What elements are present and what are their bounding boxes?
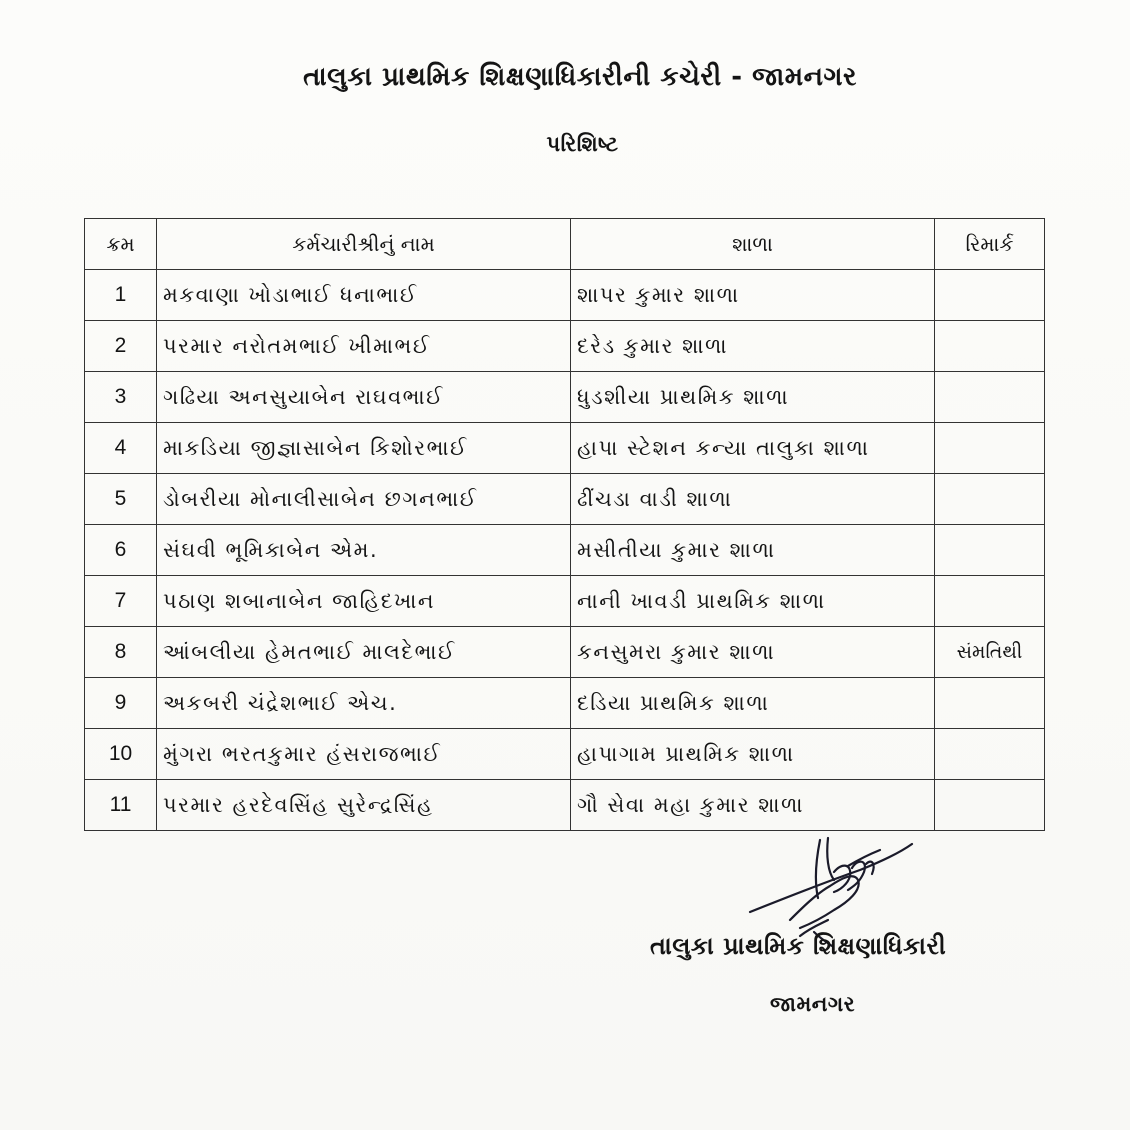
remark-cell: [935, 576, 1045, 627]
table-header-row: [85, 219, 1045, 270]
signatory-place: જામનગર: [770, 992, 856, 1016]
remark-cell: [935, 372, 1045, 423]
serial-cell: 3: [85, 372, 157, 423]
table-row: [85, 270, 1045, 321]
employee-name-cell: ડોબરીયા મોનાલીસાબેન છગનભાઈ: [157, 474, 571, 525]
school-cell: નાની ખાવડી પ્રાથમિક શાળા: [571, 576, 935, 627]
remark-cell: [935, 780, 1045, 831]
office-title: તાલુકા પ્રાથમિક શિક્ષણાધિકારીની કચેરી - જામનગર: [303, 62, 857, 92]
remark-cell: સંમતિથી: [935, 627, 1045, 678]
staff-transfer-table: [84, 218, 1045, 831]
column-header-serial: ક્રમ: [85, 219, 157, 270]
serial-cell: 9: [85, 678, 157, 729]
remark-cell: [935, 474, 1045, 525]
school-cell: ઢીંચડા વાડી શાળા: [571, 474, 935, 525]
employee-name-cell: મકવાણા ખોડાભાઈ ધનાભાઈ: [157, 270, 571, 321]
school-cell: હાપા સ્ટેશન કન્યા તાલુકા શાળા: [571, 423, 935, 474]
remark-cell: [935, 270, 1045, 321]
employee-name-cell: સંઘવી ભૂમિકાબેન એમ.: [157, 525, 571, 576]
column-header-employee-name: કર્મચારીશ્રીનું નામ: [157, 219, 571, 270]
serial-cell: 11: [85, 780, 157, 831]
employee-name-cell: પરમાર નરોતમભાઈ ખીમાભઈ: [157, 321, 571, 372]
serial-cell: 8: [85, 627, 157, 678]
employee-name-cell: માકડિયા જીજ્ઞાસાબેન કિશોરભાઈ: [157, 423, 571, 474]
employee-name-cell: આંબલીયા હેમતભાઈ માલદેભાઈ: [157, 627, 571, 678]
school-cell: ધુડશીયા પ્રાથમિક શાળા: [571, 372, 935, 423]
table-row: [85, 321, 1045, 372]
serial-cell: 2: [85, 321, 157, 372]
column-header-remark: રિમાર્ક: [935, 219, 1045, 270]
school-cell: શાપર કુમાર શાળા: [571, 270, 935, 321]
employee-name-cell: પરમાર હરદેવસિંહ સુરેન્દ્રસિંહ: [157, 780, 571, 831]
employee-name-cell: પઠાણ શબાનાબેન જાહિદખાન: [157, 576, 571, 627]
table-row: [85, 576, 1045, 627]
appendix-title: પરિશિષ્ટ: [546, 132, 619, 156]
remark-cell: [935, 525, 1045, 576]
table-row: [85, 372, 1045, 423]
table-row: [85, 525, 1045, 576]
employee-name-cell: મુંગરા ભરતકુમાર હંસરાજભાઈ: [157, 729, 571, 780]
table-row: [85, 474, 1045, 525]
table-body: [85, 270, 1045, 831]
remark-cell: [935, 321, 1045, 372]
table-row: [85, 729, 1045, 780]
remark-cell: [935, 678, 1045, 729]
school-cell: દડિયા પ્રાથમિક શાળા: [571, 678, 935, 729]
column-header-school: શાળા: [571, 219, 935, 270]
remark-cell: [935, 729, 1045, 780]
school-cell: હાપાગામ પ્રાથમિક શાળા: [571, 729, 935, 780]
serial-cell: 4: [85, 423, 157, 474]
serial-cell: 6: [85, 525, 157, 576]
remark-cell: [935, 423, 1045, 474]
school-cell: દરેડ કુમાર શાળા: [571, 321, 935, 372]
table-row: [85, 627, 1045, 678]
table-row: [85, 423, 1045, 474]
serial-cell: 7: [85, 576, 157, 627]
school-cell: કનસુમરા કુમાર શાળા: [571, 627, 935, 678]
school-cell: ગૌ સેવા મહા કુમાર શાળા: [571, 780, 935, 831]
serial-cell: 10: [85, 729, 157, 780]
employee-name-cell: ગઢિયા અનસુયાબેન રાઘવભાઈ: [157, 372, 571, 423]
school-cell: મસીતીયા કુમાર શાળા: [571, 525, 935, 576]
signatory-designation: તાલુકા પ્રાથમિક શિક્ષણાધિકારી: [650, 932, 947, 960]
serial-cell: 1: [85, 270, 157, 321]
serial-cell: 5: [85, 474, 157, 525]
table-row: [85, 678, 1045, 729]
employee-name-cell: અકબરી ચંદ્રેશભાઈ એચ.: [157, 678, 571, 729]
